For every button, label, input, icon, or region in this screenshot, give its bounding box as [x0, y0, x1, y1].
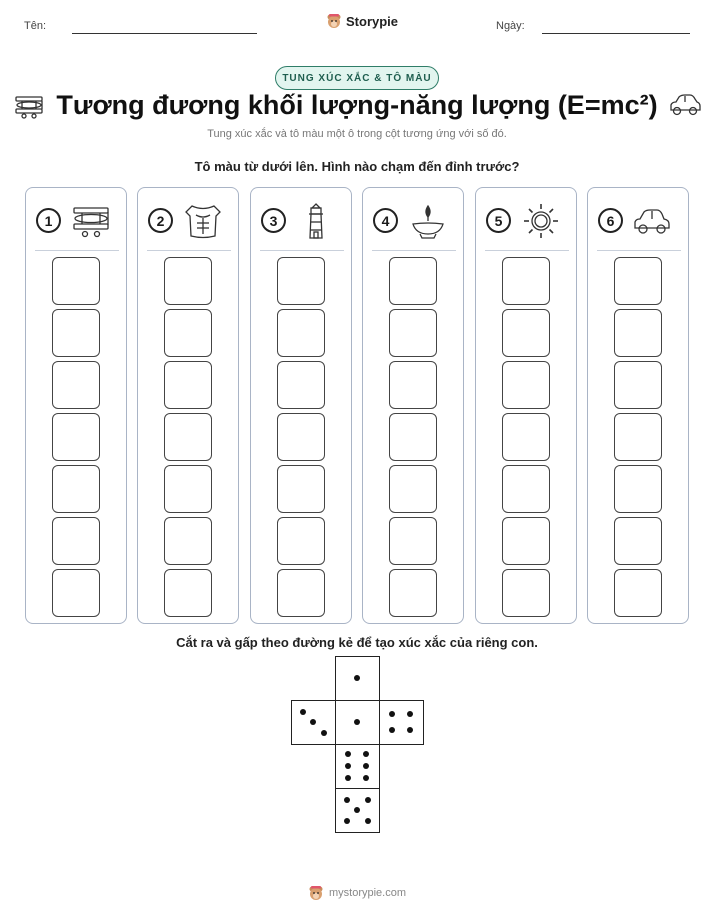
- color-cell[interactable]: [614, 413, 662, 461]
- column-number: 3: [261, 208, 286, 233]
- color-cell[interactable]: [502, 257, 550, 305]
- dice-pip: [345, 763, 351, 769]
- color-cell[interactable]: [502, 309, 550, 357]
- column-header: [36, 202, 118, 238]
- dice-pip: [365, 797, 371, 803]
- dice-column-6: [587, 187, 689, 624]
- color-cell[interactable]: [389, 465, 437, 513]
- car-icon: [668, 93, 702, 119]
- color-cell[interactable]: [614, 309, 662, 357]
- dice-pip: [363, 775, 369, 781]
- sun-icon: [520, 202, 562, 240]
- cut-instruction: Cắt ra và gấp theo đường kẻ để tạo xúc xắc của riêng con.: [176, 635, 538, 650]
- color-cell[interactable]: [502, 413, 550, 461]
- color-cell[interactable]: [614, 517, 662, 565]
- biplane-icon: [70, 202, 112, 240]
- dice-column-2: [137, 187, 239, 624]
- lighthouse-tower-icon: [295, 202, 337, 240]
- color-cell[interactable]: [52, 465, 100, 513]
- color-cell[interactable]: [277, 465, 325, 513]
- column-header: [373, 202, 455, 238]
- dice-pip: [345, 775, 351, 781]
- color-cell[interactable]: [52, 569, 100, 617]
- dice-pip: [345, 751, 351, 757]
- column-divider: [147, 250, 231, 251]
- color-cell[interactable]: [389, 257, 437, 305]
- column-divider: [372, 250, 456, 251]
- muscular-torso-icon: [182, 202, 224, 240]
- footer-url: mystorypie.com: [329, 887, 407, 899]
- color-cell[interactable]: [389, 413, 437, 461]
- car-icon: [632, 202, 674, 240]
- dice-column-3: [250, 187, 352, 624]
- dice-pip: [310, 719, 316, 725]
- footer: [308, 885, 406, 901]
- color-cell[interactable]: [389, 517, 437, 565]
- color-cell[interactable]: [502, 465, 550, 513]
- color-cell[interactable]: [502, 517, 550, 565]
- color-cell[interactable]: [614, 361, 662, 409]
- column-divider: [260, 250, 344, 251]
- color-cell[interactable]: [389, 309, 437, 357]
- column-number: 1: [36, 208, 61, 233]
- color-cell[interactable]: [614, 257, 662, 305]
- page-subtitle: Tung xúc xắc và tô màu một ô trong cột tương ứng với số đó.: [207, 128, 507, 140]
- column-divider: [485, 250, 569, 251]
- color-cell[interactable]: [389, 361, 437, 409]
- dice-column-1: [25, 187, 127, 624]
- dice-pip: [354, 807, 360, 813]
- color-cell[interactable]: [52, 257, 100, 305]
- dice-pip: [354, 675, 360, 681]
- color-cell[interactable]: [164, 569, 212, 617]
- dice-pip: [407, 711, 413, 717]
- dice-pip: [363, 751, 369, 757]
- dice-face-3: [291, 700, 336, 745]
- column-header: [486, 202, 568, 238]
- column-number: 4: [373, 208, 398, 233]
- dice-pip: [389, 711, 395, 717]
- color-cell[interactable]: [277, 517, 325, 565]
- column-divider: [35, 250, 119, 251]
- color-cell[interactable]: [277, 309, 325, 357]
- brand-name: Storypie: [346, 13, 399, 29]
- dice-pip: [300, 709, 306, 715]
- date-label: Ngày:: [496, 20, 525, 32]
- color-cell[interactable]: [164, 465, 212, 513]
- color-cell[interactable]: [52, 361, 100, 409]
- coloring-instruction: Tô màu từ dưới lên. Hình nào chạm đến đỉnh trước?: [194, 159, 520, 174]
- dice-pip: [363, 763, 369, 769]
- color-cell[interactable]: [614, 569, 662, 617]
- column-number: 5: [486, 208, 511, 233]
- color-cell[interactable]: [389, 569, 437, 617]
- bear-mascot-icon: [326, 13, 342, 29]
- dice-face-6: [335, 744, 380, 789]
- color-cell[interactable]: [52, 413, 100, 461]
- color-cell[interactable]: [277, 361, 325, 409]
- color-cell[interactable]: [502, 569, 550, 617]
- page-title: Tương đương khối lượng-năng lượng (E=mc²): [56, 90, 658, 120]
- dice-face-5: [335, 788, 380, 833]
- dice-pip: [365, 818, 371, 824]
- oil-lamp-icon: [407, 202, 449, 240]
- dice-column-5: [475, 187, 577, 624]
- color-cell[interactable]: [52, 309, 100, 357]
- column-number: 2: [148, 208, 173, 233]
- name-label: Tên:: [24, 20, 47, 32]
- color-cell[interactable]: [52, 517, 100, 565]
- dice-face-1: [335, 656, 380, 701]
- color-cell[interactable]: [164, 413, 212, 461]
- dice-pip: [344, 797, 350, 803]
- color-cell[interactable]: [277, 413, 325, 461]
- color-cell[interactable]: [614, 465, 662, 513]
- color-cell[interactable]: [164, 361, 212, 409]
- dice-face-4: [379, 700, 424, 745]
- color-cell[interactable]: [164, 257, 212, 305]
- dice-pip: [321, 730, 327, 736]
- color-cell[interactable]: [164, 517, 212, 565]
- activity-badge: TUNG XÚC XẮC & TÔ MÀU: [275, 66, 439, 90]
- dice-pip: [344, 818, 350, 824]
- column-header: [261, 202, 343, 238]
- color-cell[interactable]: [502, 361, 550, 409]
- color-cell[interactable]: [164, 309, 212, 357]
- column-header: [148, 202, 230, 238]
- brand-logo: [326, 13, 398, 29]
- column-number: 6: [598, 208, 623, 233]
- column-header: [598, 202, 680, 238]
- column-divider: [597, 250, 681, 251]
- dice-column-4: [362, 187, 464, 624]
- color-cell[interactable]: [277, 257, 325, 305]
- dice-pip: [407, 727, 413, 733]
- date-line[interactable]: [542, 33, 690, 34]
- color-cell[interactable]: [277, 569, 325, 617]
- name-line[interactable]: [72, 33, 257, 34]
- dice-face-1: [335, 700, 380, 745]
- dice-pip: [354, 719, 360, 725]
- dice-pip: [389, 727, 395, 733]
- bear-mascot-icon: [308, 885, 324, 901]
